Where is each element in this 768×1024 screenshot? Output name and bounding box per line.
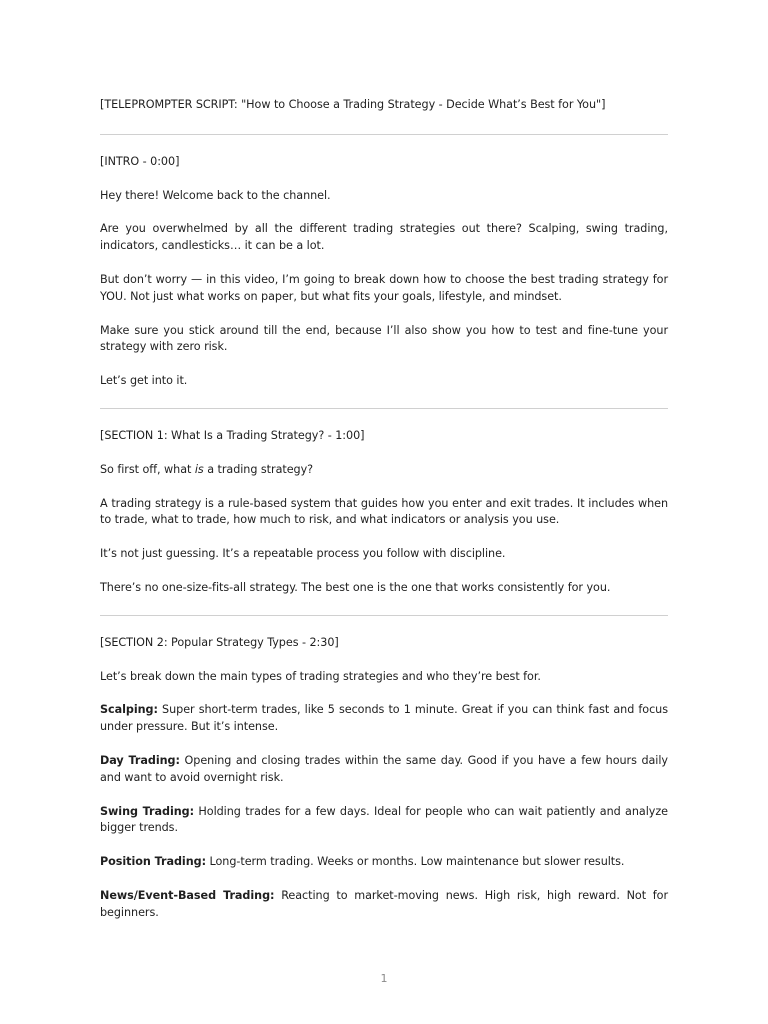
section1-paragraph	[100, 462, 668, 479]
emphasis-text: is	[194, 462, 204, 476]
strategy-description: Holding trades for a few days. Ideal for people who can wait patiently and analyze bigger trends.	[100, 804, 668, 835]
strategy-term: Scalping:	[100, 703, 158, 717]
strategy-term: Swing Trading:	[100, 804, 195, 818]
strategy-item	[100, 702, 668, 736]
strategy-term: Day Trading:	[100, 753, 180, 767]
intro-paragraph: But don’t worry — in this video, I’m going to break down how to choose the best trading strategy for YOU. Not just what works on paper, but what fits your goals, lifestyle, and mindset.	[100, 272, 668, 303]
intro-paragraph: Hey there! Welcome back to the channel.	[100, 188, 331, 202]
intro-heading: [INTRO - 0:00]	[100, 154, 180, 168]
divider	[100, 408, 668, 409]
strategy-term: News/Event-Based Trading:	[100, 888, 275, 902]
section1-paragraph: A trading strategy is a rule-based system that guides how you enter and exit trades. It includes when to trade, what to trade, how much to risk, and what indicators or analysis you use.	[100, 496, 668, 527]
strategy-item	[100, 888, 668, 922]
divider	[100, 615, 668, 616]
strategy-term: Position Trading:	[100, 855, 207, 869]
text-run: a trading strategy?	[203, 462, 314, 476]
strategy-description: Reacting to market-moving news. High risk, high reward. Not for beginners.	[100, 888, 668, 919]
divider	[100, 134, 668, 135]
text-run: So first off, what	[100, 462, 195, 476]
intro-paragraph: Are you overwhelmed by all the different trading strategies out there? Scalping, swing trading, indicators, candlesticks… it can be a lot.	[100, 222, 668, 253]
document-title: [TELEPROMPTER SCRIPT: "How to Choose a Trading Strategy - Decide What’s Best for You"]	[100, 98, 606, 111]
section1-paragraph: It’s not just guessing. It’s a repeatable process you follow with discipline.	[100, 547, 506, 561]
section2-intro: Let’s break down the main types of trading strategies and who they’re best for.	[100, 669, 541, 683]
strategy-item	[100, 753, 668, 787]
page-number: 1	[380, 972, 388, 985]
strategy-description: Super short-term trades, like 5 seconds to 1 minute. Great if you can think fast and focus under pressure. But it’s intense.	[100, 703, 668, 734]
section1-paragraph: There’s no one-size-fits-all strategy. The best one is the one that works consistently for you.	[100, 580, 611, 594]
section2-heading: [SECTION 2: Popular Strategy Types - 2:30]	[100, 635, 339, 649]
strategy-item	[100, 804, 668, 838]
strategy-item	[100, 854, 668, 871]
section1-heading: [SECTION 1: What Is a Trading Strategy? - 1:00]	[100, 428, 365, 442]
strategy-description: Long-term trading. Weeks or months. Low maintenance but slower results.	[206, 855, 625, 869]
intro-paragraph: Let’s get into it.	[100, 374, 188, 388]
intro-paragraph: Make sure you stick around till the end, because I’ll also show you how to test and fine-tune your strategy with zero risk.	[100, 323, 668, 354]
strategy-description: Opening and closing trades within the same day. Good if you have a few hours daily and want to avoid overnight risk.	[100, 753, 668, 784]
